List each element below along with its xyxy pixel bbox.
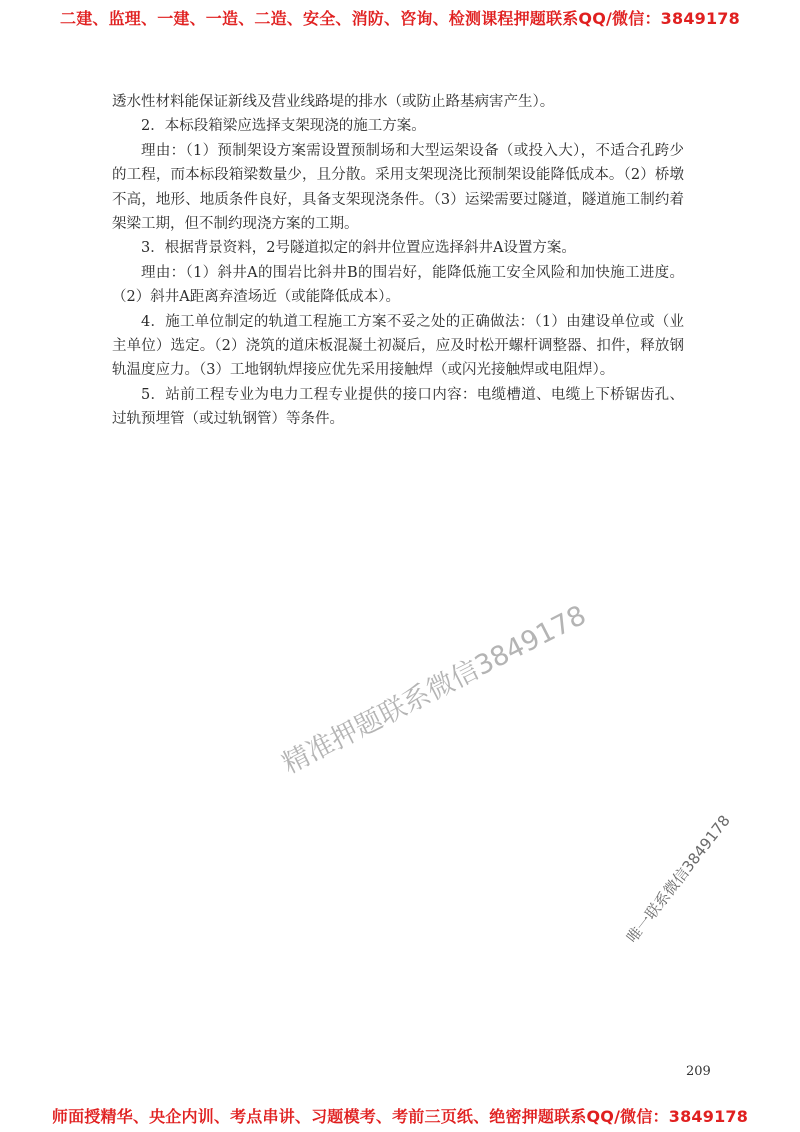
answer-2-reason: 理由：（1）预制架设方案需设置预制场和大型运架设备（或投入大），不适合孔跨少的工程，而本标段箱梁数量少，且分散。采用支架现浇比预制架设能降低成本。（2）桥墩不高，地形、地质条件良好，具备支架现浇条件。（3）运梁需要过隧道，隧道施工制约着架梁工期，但不制约现浇方案的工期。 bbox=[112, 142, 684, 233]
center-watermark: 精准押题联系微信3849178 bbox=[277, 599, 592, 781]
corner-watermark: 唯一联系微信3849178 bbox=[623, 811, 734, 947]
answer-text-body bbox=[112, 90, 684, 432]
answer-3: 3．根据背景资料，2号隧道拟定的斜井位置应选择斜井A设置方案。 bbox=[141, 240, 576, 257]
answer-4: 4．施工单位制定的轨道工程施工方案不妥之处的正确做法：（1）由建设单位或（业主单位）选定。（2）浇筑的道床板混凝土初凝后，应及时松开螺杆调整器、扣件，释放钢轨温度应力。（3）工地钢轨焊接应优先采用接触焊（或闪光接触焊或电阻焊）。 bbox=[112, 313, 684, 379]
paragraph-continuation: 透水性材料能保证新线及营业线路堤的排水（或防止路基病害产生）。 bbox=[112, 94, 555, 110]
answer-3-reason: 理由：（1）斜井A的围岩比斜井B的围岩好，能降低施工安全风险和加快施工进度。（2）斜井A距离弃渣场近（或能降低成本）。 bbox=[112, 264, 684, 306]
answer-5: 5．站前工程专业为电力工程专业提供的接口内容：电缆槽道、电缆上下桥锯齿孔、过轨预埋管（或过轨钢管）等条件。 bbox=[112, 386, 684, 428]
page-number: 209 bbox=[686, 1064, 711, 1079]
top-promo-banner: 二建、监理、一建、一造、二造、安全、消防、咨询、检测课程押题联系QQ/微信：3849178 bbox=[60, 9, 740, 28]
bottom-promo-banner: 师面授精华、央企内训、考点串讲、习题模考、考前三页纸、绝密押题联系QQ/微信：3849178 bbox=[51, 1107, 749, 1126]
answer-2: 2．本标段箱梁应选择支架现浇的施工方案。 bbox=[141, 118, 426, 135]
